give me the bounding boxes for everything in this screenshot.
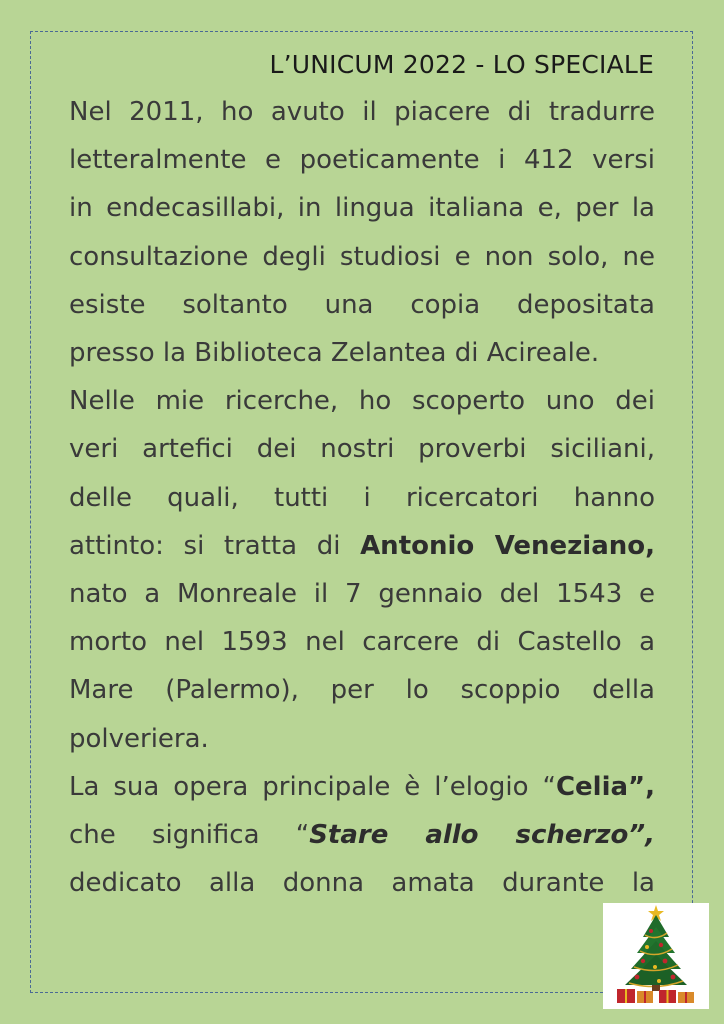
text-line: consultazione degli studiosi e non solo, ne	[69, 241, 655, 272]
paragraph-2	[69, 377, 655, 763]
text-line: delle quali, tutti i ricercatori hanno	[69, 482, 655, 513]
text-line: nato a Monreale il 7 gennaio del 1543 e	[69, 579, 655, 610]
author-name: Antonio Veneziano,	[360, 530, 656, 561]
text-line: Nel 2011, ho avuto il piacere di tradurre	[69, 97, 655, 127]
text-line: dedicato alla donna amata durante la	[69, 868, 655, 899]
page-header: L’UNICUM 2022 - LO SPECIALE	[269, 50, 654, 79]
text-line: esiste soltanto una copia depositata	[69, 289, 655, 320]
text-line	[69, 763, 655, 811]
text-line: morto nel 1593 nel carcere di Castello a	[69, 627, 655, 658]
text-line	[69, 522, 655, 570]
paragraph-1	[69, 88, 655, 377]
text-segment: che significa “	[69, 820, 310, 851]
text-line: veri artefici dei nostri proverbi siciliani,	[69, 434, 655, 465]
title-meaning: Stare allo scherzo”,	[309, 820, 655, 851]
text-line: letteralmente e poeticamente i 412 versi	[69, 145, 655, 176]
text-line: presso la Biblioteca Zelantea di Acireale.	[69, 338, 600, 369]
paragraph-3	[69, 763, 655, 908]
text-line: Mare (Palermo), per lo scoppio della	[69, 675, 655, 706]
text-line	[69, 811, 655, 859]
text-segment: La sua opera principale è l’elogio “	[69, 771, 556, 802]
text-line: polveriera.	[69, 723, 209, 754]
work-title: Celia”,	[555, 771, 655, 802]
article-body	[69, 88, 655, 907]
christmas-tree-icon	[603, 903, 709, 1009]
text-line: in endecasillabi, in lingua italiana e, per la	[69, 193, 655, 224]
text-segment: attinto: si tratta di	[69, 530, 361, 561]
text-line: Nelle mie ricerche, ho scoperto uno dei	[69, 386, 655, 417]
